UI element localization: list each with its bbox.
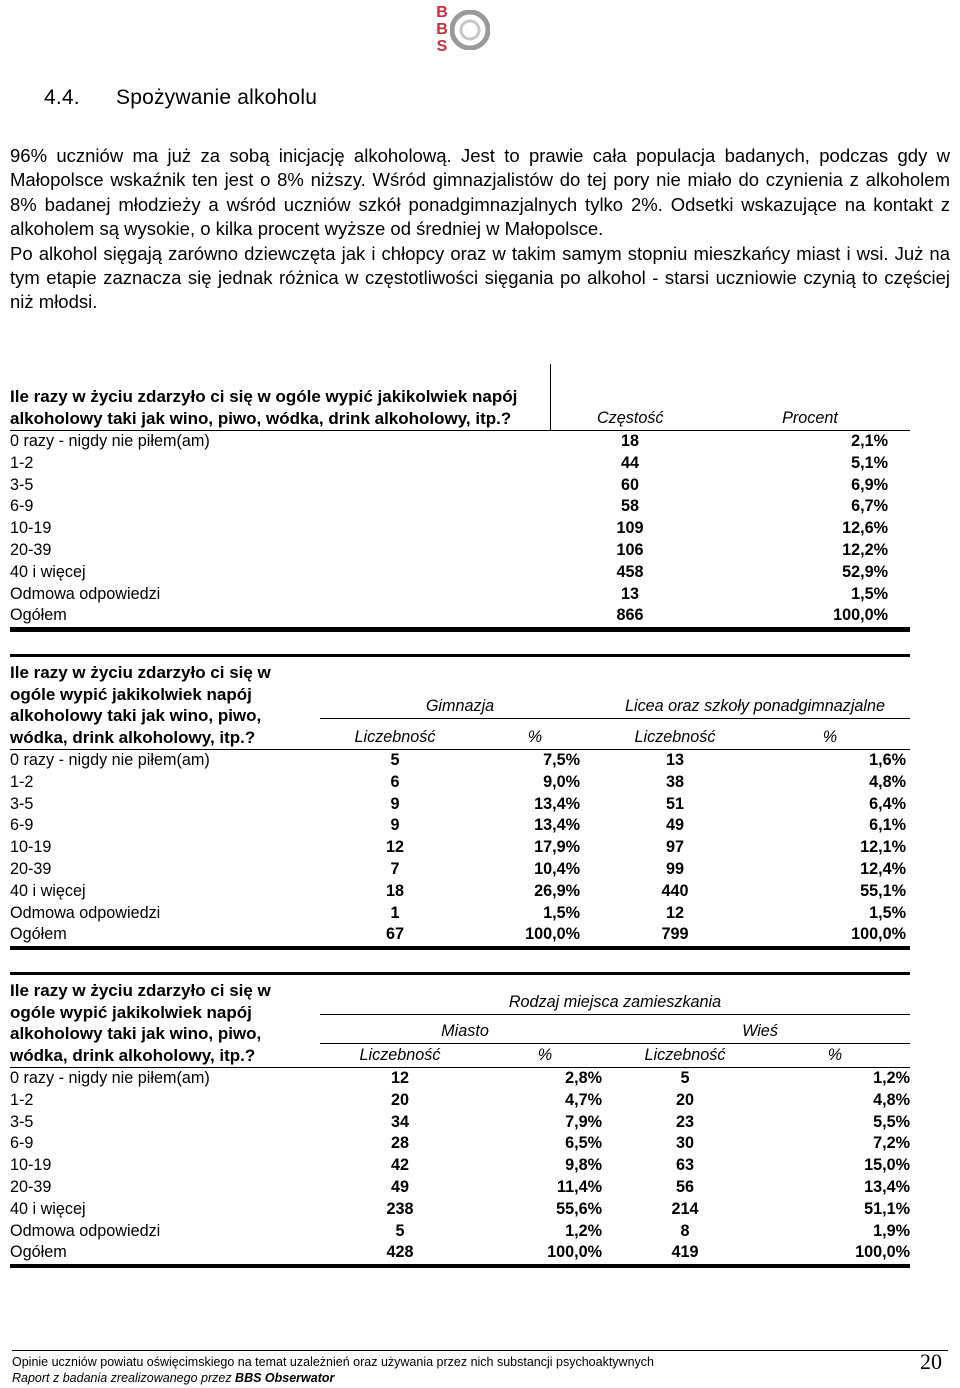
- cell-count-2: 12: [665, 903, 684, 922]
- row-label: 20-39: [10, 859, 52, 878]
- logo-letter-3: S: [436, 38, 448, 55]
- cell-pct-1: 13,4%: [534, 794, 580, 813]
- cell-percent: 12,6%: [842, 519, 888, 538]
- row-label: Odmowa odpowiedzi: [10, 584, 161, 603]
- row-label: 0 razy - nigdy nie piłem(am): [10, 1068, 320, 1090]
- cell-count: 44: [620, 453, 639, 472]
- section-title: Spożywanie alkoholu: [116, 86, 318, 109]
- cell-pct-2: 7,2%: [873, 1134, 910, 1153]
- cell-count-1: 238: [386, 1199, 414, 1218]
- cell-count-2: 440: [661, 881, 689, 900]
- cell-count-1: 7: [390, 859, 400, 878]
- row-label: 20-39: [10, 540, 52, 559]
- cell-pct-1: 17,9%: [534, 838, 580, 857]
- cell-count: 60: [620, 475, 639, 494]
- logo-letters: [432, 4, 452, 55]
- row-label: 40 i więcej: [10, 562, 86, 581]
- cell-count-1: 428: [320, 1242, 480, 1266]
- table-header-row: [10, 364, 910, 431]
- table-row: [10, 1112, 910, 1134]
- cell-pct-2: 1,2%: [760, 1068, 910, 1090]
- cell-pct-1: 1,2%: [565, 1221, 602, 1240]
- cell-count-1: 18: [385, 881, 404, 900]
- subheader-count-1: Liczebność: [320, 718, 470, 749]
- group-header-licea: Licea oraz szkoły ponadgimnazjalne: [624, 697, 886, 716]
- row-label: 1-2: [10, 772, 34, 791]
- table-by-school-type: [10, 654, 910, 950]
- row-label: 3-5: [10, 1112, 34, 1131]
- cell-count: 109: [616, 519, 644, 538]
- cell-percent: 6,7%: [851, 497, 888, 516]
- cell-count-2: 56: [675, 1177, 694, 1196]
- cell-count-2: 30: [675, 1134, 694, 1153]
- cell-count-2: 51: [665, 794, 684, 813]
- row-label: 0 razy - nigdy nie piłem(am): [10, 431, 550, 453]
- cell-pct-2: 15,0%: [864, 1156, 910, 1175]
- question-cell: Ile razy w życiu zdarzyło ci się w ogóle wypić jakikolwiek napój alkoholowy taki jak wino, piwo, wódka, drink alkoholowy, itp.?: [10, 364, 550, 431]
- footer-brand: BBS Obserwator: [235, 1371, 335, 1385]
- cell-pct-1: 100,0%: [480, 1242, 610, 1266]
- table-frequency-total: [10, 364, 910, 632]
- table-row: [10, 924, 910, 948]
- table-row: [10, 772, 910, 794]
- cell-count-2: 99: [665, 859, 684, 878]
- cell-pct-2: 100,0%: [750, 924, 910, 948]
- cell-pct-1: 4,7%: [565, 1090, 602, 1109]
- group-header-gimnazja: Gimnazja: [425, 697, 495, 716]
- cell-pct-2: 13,4%: [864, 1177, 910, 1196]
- cell-count: 18: [550, 431, 710, 453]
- table-row: [10, 750, 910, 772]
- table-row: [10, 584, 910, 606]
- cell-count-2: 8: [680, 1221, 690, 1240]
- cell-count-1: 5: [395, 1221, 405, 1240]
- subheader-pct-2: %: [750, 718, 910, 749]
- question-cell: Ile razy w życiu zdarzyło ci się w ogóle wypić jakikolwiek napój alkoholowy taki jak wino, piwo, wódka, drink alkoholowy, itp.?: [10, 662, 271, 748]
- cell-pct-2: 1,6%: [750, 750, 910, 772]
- cell-count-2: 20: [675, 1090, 694, 1109]
- cell-count-1: 42: [390, 1156, 409, 1175]
- cell-pct-1: 6,5%: [565, 1134, 602, 1153]
- cell-pct-1: 2,8%: [480, 1068, 610, 1090]
- cell-count-1: 20: [390, 1090, 409, 1109]
- table-row: [10, 1242, 910, 1266]
- cell-pct-2: 4,8%: [873, 1090, 910, 1109]
- col-header-percent: Procent: [782, 409, 838, 428]
- row-label: 3-5: [10, 794, 34, 813]
- cell-pct-2: 1,5%: [869, 903, 906, 922]
- cell-count-1: 5: [320, 750, 470, 772]
- row-label: Odmowa odpowiedzi: [10, 903, 161, 922]
- cell-pct-1: 11,4%: [556, 1177, 602, 1196]
- cell-pct-2: 6,4%: [869, 794, 906, 813]
- cell-pct-2: 6,1%: [869, 816, 906, 835]
- cell-pct-1: 55,6%: [556, 1199, 602, 1218]
- footer-divider: [12, 1350, 948, 1351]
- cell-pct-1: 1,5%: [543, 903, 580, 922]
- row-label: 10-19: [10, 519, 52, 538]
- logo-letter-1: B: [436, 4, 448, 21]
- cell-pct-1: 10,4%: [534, 859, 580, 878]
- footer-prefix: Raport z badania zrealizowanego przez: [12, 1371, 236, 1385]
- row-label: 1-2: [10, 1090, 34, 1109]
- cell-pct-1: 26,9%: [534, 881, 580, 900]
- subheader-pct-1: %: [470, 718, 600, 749]
- row-label: Ogółem: [10, 1242, 320, 1266]
- table-row: [10, 496, 910, 518]
- cell-percent: 5,1%: [851, 453, 888, 472]
- cell-pct-1: 7,5%: [470, 750, 600, 772]
- row-label: 6-9: [10, 816, 34, 835]
- cell-count: 458: [616, 562, 644, 581]
- cell-pct-1: 13,4%: [534, 816, 580, 835]
- cell-count-1: 49: [390, 1177, 409, 1196]
- cell-pct-2: 5,5%: [873, 1112, 910, 1131]
- cell-count-1: 12: [385, 838, 404, 857]
- cell-count-1: 67: [320, 924, 470, 948]
- cell-count-1: 28: [390, 1134, 409, 1153]
- subheader-count-1: Liczebność: [320, 1043, 480, 1067]
- question-cell: Ile razy w życiu zdarzyło ci się w ogóle wypić jakikolwiek napój alkoholowy taki jak wino, piwo, wódka, drink alkoholowy, itp.?: [10, 980, 271, 1066]
- cell-count-2: 13: [600, 750, 750, 772]
- cell-count-2: 5: [610, 1068, 760, 1090]
- table-row: [10, 837, 910, 859]
- row-label: Ogółem: [10, 924, 320, 948]
- cell-pct-2: 12,1%: [860, 838, 906, 857]
- logo-circle-icon: [450, 10, 490, 50]
- section-number: 4.4.: [44, 86, 80, 109]
- row-label: 3-5: [10, 475, 34, 494]
- table-row: [10, 1177, 910, 1199]
- subheader-count-2: Liczebność: [600, 718, 750, 749]
- cell-pct-2: 1,9%: [873, 1221, 910, 1240]
- row-label: 10-19: [10, 838, 52, 857]
- cell-pct-1: 9,8%: [565, 1156, 602, 1175]
- cell-count-2: 419: [610, 1242, 760, 1266]
- table-row: [10, 431, 910, 453]
- intro-paragraph-1: 96% uczniów ma już za sobą inicjację alkoholową. Jest to prawie cała populacja badanych, podczas gdy w Małopolsce wskaźnik ten jest o 8% niższy. Wśród gimnazjalistów do tej pory nie miało do czynienia z alkoholem 8% badanej młodzieży a wśród uczniów szkół ponadgimnazjalnych tylko 2%. Odsetki wskazujące na kontakt z alkoholem są wysokie, o kilka procent wyższe od średniej w Małopolsce.: [10, 145, 950, 240]
- intro-text: [10, 144, 950, 315]
- table-row: [10, 1133, 910, 1155]
- table-row: [10, 453, 910, 475]
- cell-count-2: 97: [665, 838, 684, 857]
- table-row: [10, 518, 910, 540]
- table-row: [10, 562, 910, 584]
- table-row: [10, 1068, 910, 1090]
- row-label: 6-9: [10, 1134, 34, 1153]
- table-row: [10, 881, 910, 903]
- page-footer: [12, 1349, 948, 1386]
- col-header-frequency: Częstość: [596, 409, 664, 428]
- table-row: [10, 475, 910, 497]
- table-row: [10, 1199, 910, 1221]
- cell-pct-2: 12,4%: [860, 859, 906, 878]
- table-by-residence: [10, 972, 910, 1268]
- table-row: [10, 859, 910, 881]
- row-label: 20-39: [10, 1177, 52, 1196]
- cell-percent: 100,0%: [710, 605, 910, 629]
- table-row: [10, 903, 910, 925]
- table-row: [10, 1221, 910, 1243]
- cell-count-2: 799: [600, 924, 750, 948]
- cell-percent: 12,2%: [842, 540, 888, 559]
- row-label: 0 razy - nigdy nie piłem(am): [10, 750, 320, 772]
- row-label: 1-2: [10, 453, 34, 472]
- subheader-pct-2: %: [760, 1043, 910, 1067]
- table-row: [10, 794, 910, 816]
- cell-count-1: 34: [390, 1112, 409, 1131]
- subheader-pct-1: %: [480, 1043, 610, 1067]
- group-header-wies: Wieś: [610, 1014, 910, 1043]
- cell-count: 13: [620, 584, 639, 603]
- cell-pct-2: 51,1%: [864, 1199, 910, 1218]
- cell-percent: 1,5%: [851, 584, 888, 603]
- cell-percent: 52,9%: [842, 562, 888, 581]
- section-heading: [44, 86, 317, 110]
- intro-paragraph-2: Po alkohol sięgają zarówno dziewczęta jak i chłopcy oraz w takim samym stopniu mieszkańcy miast i wsi. Już na tym etapie zaznacza się jednak różnica w częstotliwości sięgania po alkohol - starsi uczniowie czynią to częściej niż młodsi.: [10, 242, 950, 313]
- cell-pct-1: 7,9%: [565, 1112, 602, 1131]
- table-row: [10, 1090, 910, 1112]
- cell-percent: 6,9%: [851, 475, 888, 494]
- cell-count: 866: [550, 605, 710, 629]
- cell-count: 106: [616, 540, 644, 559]
- cell-pct-1: 100,0%: [470, 924, 600, 948]
- cell-count-1: 9: [390, 794, 400, 813]
- cell-count-2: 214: [671, 1199, 699, 1218]
- cell-count-2: 38: [665, 772, 684, 791]
- table-super-header-row: [10, 974, 910, 1015]
- row-label: 40 i więcej: [10, 881, 86, 900]
- bbs-logo: [432, 4, 494, 60]
- row-label: Odmowa odpowiedzi: [10, 1221, 161, 1240]
- table-row: [10, 540, 910, 562]
- page-number: 20: [920, 1349, 942, 1374]
- cell-count-1: 6: [390, 772, 400, 791]
- super-header-residence: Rodzaj miejsca zamieszkania: [508, 992, 722, 1011]
- cell-count-1: 12: [320, 1068, 480, 1090]
- footer-line-1: Opinie uczniów powiatu oświęcimskiego na temat uzależnień oraz używania przez nich substancji psychoaktywnych: [12, 1355, 654, 1369]
- cell-pct-2: 100,0%: [760, 1242, 910, 1266]
- row-label: 6-9: [10, 497, 34, 516]
- cell-percent: 2,1%: [710, 431, 910, 453]
- table-header-row: [10, 656, 910, 719]
- cell-count: 58: [620, 497, 639, 516]
- row-label: 10-19: [10, 1156, 52, 1175]
- row-label: Ogółem: [10, 605, 550, 629]
- cell-pct-2: 55,1%: [860, 881, 906, 900]
- group-header-miasto: Miasto: [320, 1014, 610, 1043]
- table-row: [10, 605, 910, 629]
- cell-count-2: 49: [665, 816, 684, 835]
- row-label: 40 i więcej: [10, 1199, 86, 1218]
- cell-count-2: 23: [675, 1112, 694, 1131]
- footer-line-2: [12, 1370, 948, 1386]
- cell-pct-1: 9,0%: [543, 772, 580, 791]
- table-row: [10, 815, 910, 837]
- logo-letter-2: B: [436, 21, 448, 38]
- cell-pct-2: 4,8%: [869, 772, 906, 791]
- subheader-count-2: Liczebność: [610, 1043, 760, 1067]
- cell-count-1: 9: [390, 816, 400, 835]
- table-row: [10, 1155, 910, 1177]
- cell-count-2: 63: [675, 1156, 694, 1175]
- cell-count-1: 1: [390, 903, 400, 922]
